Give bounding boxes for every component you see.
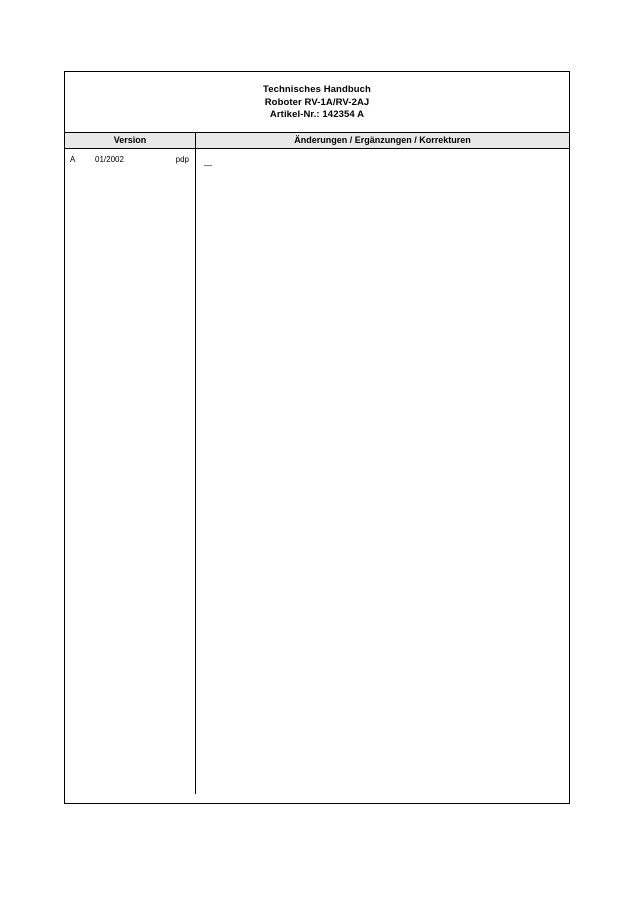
cell-changes [196, 149, 569, 794]
cell-version [65, 149, 196, 794]
title-line-1: Technisches Handbuch [263, 84, 371, 95]
table-header-row [65, 133, 569, 149]
version-author: pdp [175, 154, 189, 164]
version-date: 01/2002 [95, 154, 124, 164]
column-header-version: Version [65, 133, 196, 148]
title-line-3: Artikel-Nr.: 142354 A [269, 109, 365, 120]
table-row [65, 149, 569, 794]
document-title-block [65, 72, 569, 133]
title-line-2: Roboter RV-1A/RV-2AJ [264, 96, 370, 108]
column-header-changes: Änderungen / Ergänzungen / Korrekturen [294, 134, 471, 145]
version-letter: A [70, 154, 76, 164]
change-description: — [204, 160, 212, 170]
revision-history-table [64, 71, 570, 804]
